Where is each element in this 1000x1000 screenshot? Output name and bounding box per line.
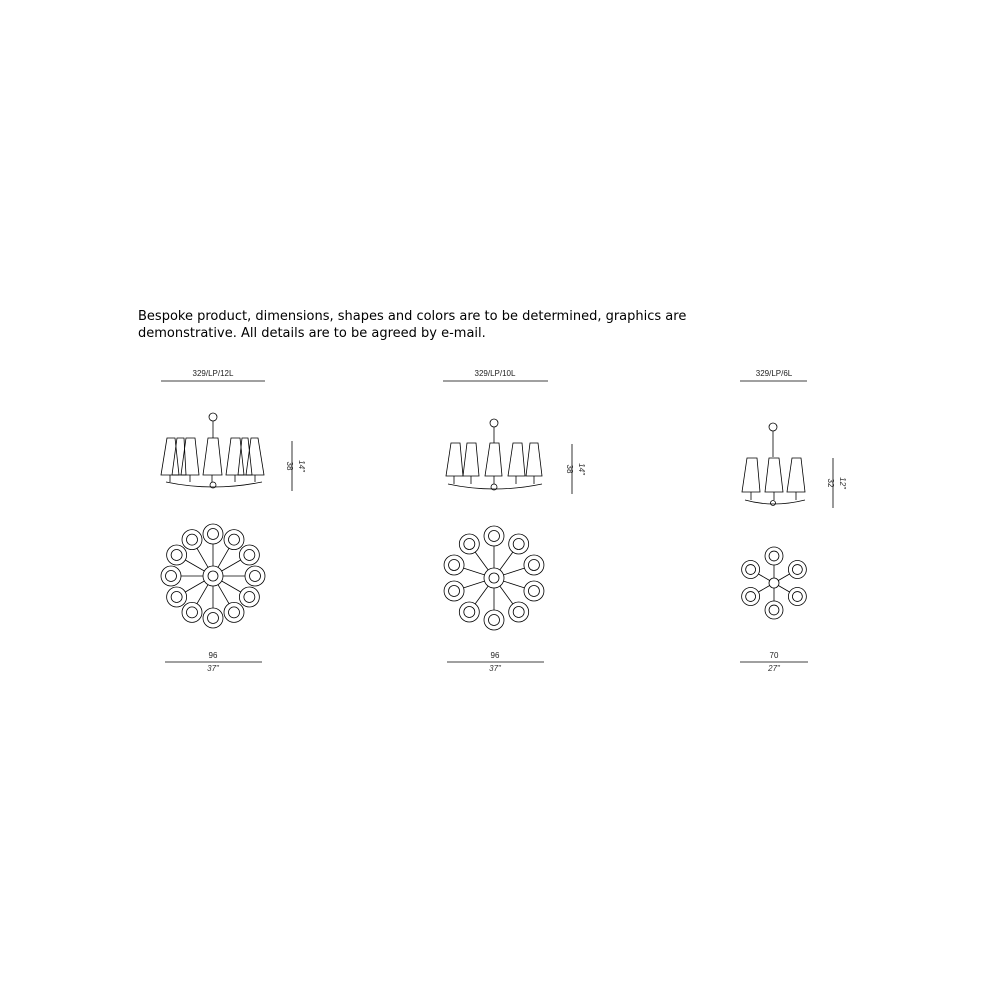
plan-arm [504, 581, 525, 588]
width-in-label: 37" [489, 664, 501, 673]
plan-lamp-shade [161, 566, 181, 586]
model-code-label: 329/LP/6L [755, 369, 793, 378]
plan-arm [475, 552, 488, 570]
plan-lamp-shade [167, 587, 187, 607]
model-code-label: 329/LP/12L [192, 369, 234, 378]
plan-arm [475, 586, 488, 604]
plan-lamp-shade [182, 530, 202, 550]
plan-arm [185, 581, 204, 592]
model-12l [161, 369, 306, 673]
plan-lamp-shade [484, 526, 504, 546]
plan-view-10l [464, 546, 525, 610]
height-in-label: 14" [297, 460, 306, 472]
width-cm-label: 96 [208, 651, 218, 660]
plan-lamp-shade [444, 555, 464, 575]
plan-lamp-shade [444, 581, 464, 601]
model-6l [740, 369, 847, 673]
plan-arm [197, 585, 208, 604]
height-cm-label: 38 [565, 464, 574, 474]
plan-lamp-shade [742, 561, 760, 579]
plan-lamp-shade [239, 545, 259, 565]
plan-lamps-6l [742, 547, 807, 619]
plan-view-12l [181, 544, 245, 608]
plan-lamp-shade [509, 534, 529, 554]
plan-lamp-shade [765, 601, 783, 619]
plan-arm [464, 581, 485, 588]
plan-lamp-shade [524, 555, 544, 575]
plan-lamp-shade [524, 581, 544, 601]
height-cm-label: 32 [826, 478, 835, 488]
plan-lamps-10l [444, 526, 544, 630]
plan-lamp-shade [239, 587, 259, 607]
plan-lamp-shade [203, 608, 223, 628]
width-cm-label: 70 [769, 651, 779, 660]
plan-view-6l [758, 565, 789, 601]
width-cm-label: 96 [490, 651, 500, 660]
plan-arm [778, 586, 789, 593]
front-view-10l [446, 419, 542, 490]
plan-arm [218, 585, 229, 604]
plan-arm [218, 548, 229, 567]
plan-arm [185, 560, 204, 571]
plan-arm [504, 568, 525, 575]
plan-lamp-shade [788, 561, 806, 579]
plan-lamp-shade [459, 534, 479, 554]
width-in-label: 27" [768, 664, 780, 673]
height-in-label: 12" [838, 477, 847, 489]
plan-arm [758, 586, 769, 593]
plan-lamp-shade [224, 602, 244, 622]
height-in-label: 14" [577, 463, 586, 475]
plan-arm [758, 574, 769, 581]
front-view-6l [742, 423, 805, 506]
plan-lamp-shade [224, 530, 244, 550]
plan-lamp-shade [788, 588, 806, 606]
height-cm-label: 38 [285, 461, 294, 471]
plan-lamp-shade [182, 602, 202, 622]
plan-lamp-shade [765, 547, 783, 565]
plan-lamps-12l [161, 524, 265, 628]
notice-line-1: Bespoke product, dimensions, shapes and colors are to be determined, graphics are [138, 309, 687, 324]
plan-arm [197, 548, 208, 567]
plan-lamp-shade [245, 566, 265, 586]
plan-arm [222, 581, 241, 592]
plan-lamp-shade [459, 602, 479, 622]
front-view-12l [161, 413, 264, 488]
plan-arm [500, 586, 513, 604]
plan-arm [500, 552, 513, 570]
plan-lamp-shade [167, 545, 187, 565]
plan-lamp-shade [509, 602, 529, 622]
plan-lamp-shade [203, 524, 223, 544]
plan-lamp-shade [484, 610, 504, 630]
model-code-label: 329/LP/10L [474, 369, 516, 378]
plan-arm [464, 568, 485, 575]
width-in-label: 37" [207, 664, 219, 673]
plan-arm [222, 560, 241, 571]
notice-line-2: demonstrative. All details are to be agreed by e-mail. [138, 326, 486, 341]
plan-lamp-shade [742, 588, 760, 606]
model-10l [443, 369, 586, 673]
plan-arm [778, 574, 789, 581]
